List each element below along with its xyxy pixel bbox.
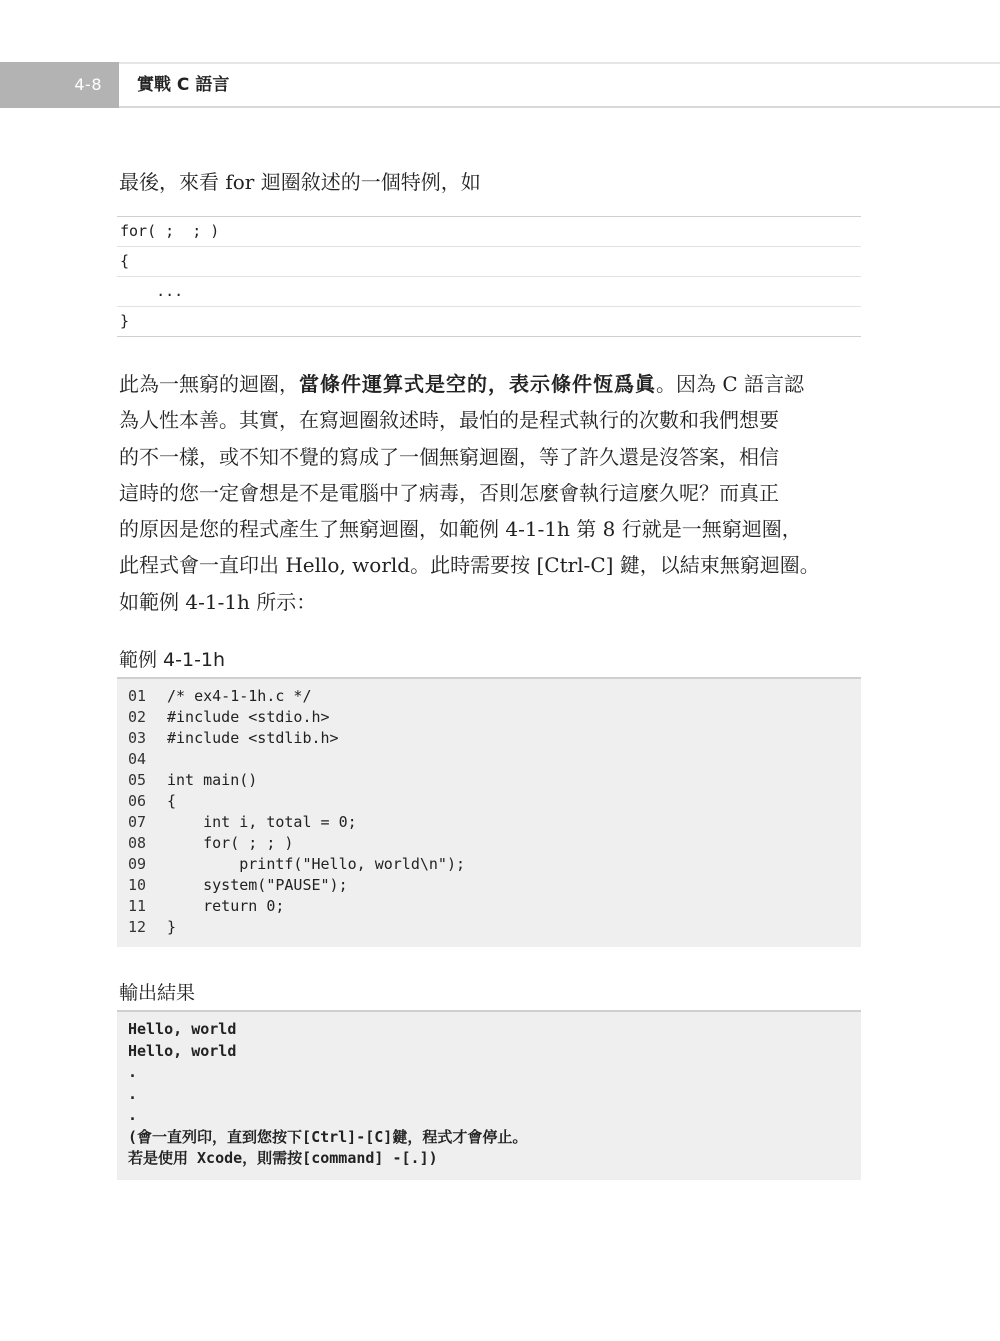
snippet-line: } [120,312,130,330]
output-line: . [128,1063,138,1081]
code-text: } [167,918,177,936]
code-line [117,917,861,938]
code-text: system("PAUSE"); [167,876,348,894]
output-line: Hello, world [128,1041,237,1060]
page-header [0,62,1000,108]
paragraph-line: 的不一樣，或不知不覺的寫成了一個無窮迴圈，等了許久還是沒答案，相信 [119,444,779,469]
paragraph-line: 的原因是您的程式產生了無窮迴圈，如範例 4-1-1h 第 8 行就是一無窮迴圈， [119,517,802,542]
code-line [117,896,861,917]
book-title: 實戰 C 語言 [137,75,230,95]
paragraph-text: 。因為 C 語言認 [656,372,805,396]
output-line: . [128,1106,138,1124]
example-title: 範例 4-1-1h [119,649,226,671]
code-line [117,749,861,770]
paragraph-text: 此為一無窮的迴圈， [119,372,299,396]
paragraph-line: 此程式會一直印出 Hello, world。此時需要按 [Ctrl-C] 鍵，以結束無窮迴圈。 [119,553,820,578]
output-line: . [128,1084,138,1103]
code-text: #include <stdio.h> [167,708,330,726]
line-number: 01 [128,687,147,705]
page-number: 4-8 [0,62,119,108]
code-line [117,791,861,812]
line-number: 12 [128,918,147,936]
paragraph-line [119,366,864,402]
line-number: 07 [128,813,147,831]
line-number: 08 [128,834,147,852]
output-title: 輸出結果 [119,982,196,1004]
output-line: Hello, world [128,1020,237,1038]
line-number: 04 [128,750,147,768]
body-paragraph [119,366,864,620]
code-text [167,749,861,770]
line-number: 09 [128,855,147,873]
code-line [117,707,861,728]
snippet-line: { [117,247,861,277]
paragraph-line: 這時的您一定會想是不是電腦中了病毒，否則怎麼會執行這麼久呢？而真正 [119,480,779,505]
line-number: 06 [128,792,147,810]
emphasis-text: 當條件運算式是空的，表示條件恆爲眞 [299,372,656,396]
code-text: int i, total = 0; [167,813,357,831]
snippet-line: ... [117,277,861,307]
line-number: 10 [128,876,147,894]
code-line [117,833,861,854]
line-number: 05 [128,771,147,789]
code-line [117,875,861,896]
output-line: 若是使用 Xcode，則需按[command] -[.]) [128,1149,438,1167]
code-line [117,812,861,833]
code-line [117,770,861,791]
paragraph-line: 為人性本善。其實，在寫迴圈敘述時，最怕的是程式執行的次數和我們想要 [119,408,779,433]
code-listing [117,677,861,947]
code-line [117,686,861,707]
code-text: printf("Hello, world\n"); [167,855,466,873]
code-text: int main() [167,771,258,789]
code-line [117,854,861,875]
program-output [117,1010,861,1180]
intro-text: 最後，來看 for 迴圈敘述的一個特例，如 [119,170,481,194]
line-number: 11 [128,897,147,915]
header-rule-top [119,62,1000,64]
header-rule-bottom [119,106,1000,108]
snippet-line: for( ; ; ) [117,217,861,247]
code-text: #include <stdlib.h> [167,729,339,747]
code-line [117,728,861,749]
line-number: 03 [128,729,147,747]
line-number: 02 [128,708,147,726]
code-text: { [167,792,177,810]
paragraph-line: 如範例 4-1-1h 所示： [119,589,317,614]
code-text: for( ; ; ) [167,834,294,852]
code-text: /* ex4-1-1h.c */ [167,687,312,705]
for-loop-snippet [117,216,861,337]
output-line: (會一直列印，直到您按下[Ctrl]-[C]鍵，程式才會停止。 [128,1127,528,1146]
code-text: return 0; [167,897,285,915]
